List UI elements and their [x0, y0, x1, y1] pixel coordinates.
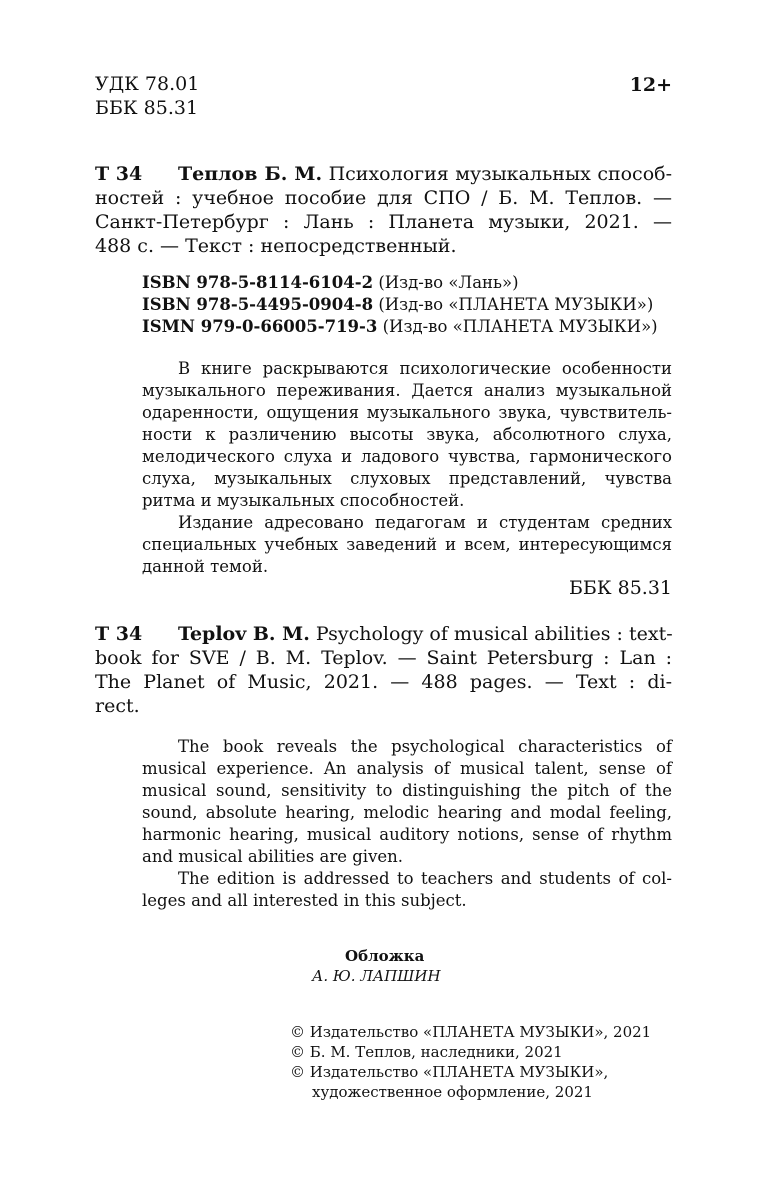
- ru-entry-code: Т 34: [95, 163, 143, 185]
- en-abstract-line: musical experience. An analysis of musical talent, sense of: [142, 759, 672, 778]
- en-abstract-line: and musical abilities are given.: [142, 847, 404, 866]
- isbn-publisher: (Изд-во «ПЛАНЕТА МУЗЫКИ»): [382, 317, 658, 336]
- en-entry-line: rect.: [95, 695, 140, 717]
- isbn-item: [142, 294, 658, 316]
- ru-entry-body: [95, 186, 672, 258]
- en-entry-line-1: [178, 622, 672, 646]
- isbn-code: ISMN 979-0-66005-719-3: [142, 317, 378, 336]
- cover-credit-label: Обложка: [345, 947, 425, 965]
- copyright-line: © Издательство «ПЛАНЕТА МУЗЫКИ», 2021: [290, 1023, 652, 1041]
- ru-entry-line: ностей : учебное пособие для СПО / Б. М. Теплов. —: [95, 187, 672, 209]
- ru-abstract-line: В книге раскрываются психологические особенности: [178, 359, 672, 378]
- ru-abstract-bbk: ББК 85.31: [568, 577, 672, 599]
- isbn-publisher: (Изд-во «Лань»): [378, 273, 519, 292]
- bbk-code: ББК 85.31: [95, 97, 199, 119]
- copyright-line: художественное оформление, 2021: [312, 1083, 593, 1101]
- en-entry-body: [95, 646, 672, 718]
- isbn-code: ISBN 978-5-8114-6104-2: [142, 273, 374, 292]
- isbn-list: [142, 272, 658, 338]
- ru-entry-title: Психология музыкальных способ-: [328, 163, 672, 185]
- en-abstract-line: harmonic hearing, musical auditory notions, sense of rhythm: [142, 825, 672, 844]
- ru-abstract-line: слуха, музыкальных слуховых представлений, чувства: [142, 469, 672, 488]
- isbn-publisher: (Изд-во «ПЛАНЕТА МУЗЫКИ»): [378, 295, 654, 314]
- isbn-code: ISBN 978-5-4495-0904-8: [142, 295, 374, 314]
- ru-entry-line: Санкт-Петербург : Лань : Планета музыки, 2021. —: [95, 211, 672, 233]
- en-abstract-line: musical sound, sensitivity to distinguishing the pitch of the: [142, 781, 672, 800]
- en-entry-author: Teplov B. M.: [178, 623, 310, 645]
- en-entry-title: Psychology of musical abilities : text-: [315, 623, 673, 645]
- en-abstract-line: The edition is addressed to teachers and students of col-: [178, 869, 672, 888]
- en-entry-line: The Planet of Music, 2021. — 488 pages. — Text : di-: [95, 671, 672, 693]
- isbn-item: [142, 316, 658, 338]
- cover-credit-name: А. Ю. ЛАПШИН: [312, 967, 441, 985]
- ru-abstract-line: мелодического слуха и ладового чувства, гармонического: [142, 447, 672, 466]
- copyright-line: © Б. М. Теплов, наследники, 2021: [290, 1043, 563, 1061]
- udk-code: УДК 78.01: [95, 73, 200, 95]
- isbn-item: [142, 272, 658, 294]
- ru-abstract-line: ритма и музыкальных способностей.: [142, 491, 465, 510]
- en-abstract: [142, 736, 672, 912]
- copyright-block: [290, 1022, 651, 1102]
- ru-abstract-line: одаренности, ощущения музыкального звука, чувствитель-: [142, 403, 672, 422]
- en-abstract-line: The book reveals the psychological characteristics of: [178, 737, 672, 756]
- en-abstract-line: leges and all interested in this subject.: [142, 891, 467, 910]
- ru-abstract-line: данной темой.: [142, 557, 269, 576]
- age-rating: 12+: [629, 74, 672, 96]
- en-entry-code: T 34: [95, 623, 143, 645]
- ru-entry-line-1: [178, 162, 672, 186]
- ru-abstract-line: Издание адресовано педагогам и студентам средних: [178, 513, 672, 532]
- en-abstract-line: sound, absolute hearing, melodic hearing and modal feeling,: [142, 803, 672, 822]
- ru-abstract-line: ности к различению высоты звука, абсолютного слуха,: [142, 425, 672, 444]
- copyright-line: © Издательство «ПЛАНЕТА МУЗЫКИ»,: [290, 1063, 609, 1081]
- en-entry-line: book for SVE / B. M. Teplov. — Saint Petersburg : Lan :: [95, 647, 672, 669]
- ru-abstract-line: специальных учебных заведений и всем, интересующимся: [142, 535, 672, 554]
- ru-abstract-line: музыкального переживания. Дается анализ музыкальной: [142, 381, 672, 400]
- ru-abstract: [142, 358, 672, 578]
- ru-entry-line: 488 с. — Текст : непосредственный.: [95, 235, 457, 257]
- ru-entry-author: Теплов Б. М.: [178, 163, 323, 185]
